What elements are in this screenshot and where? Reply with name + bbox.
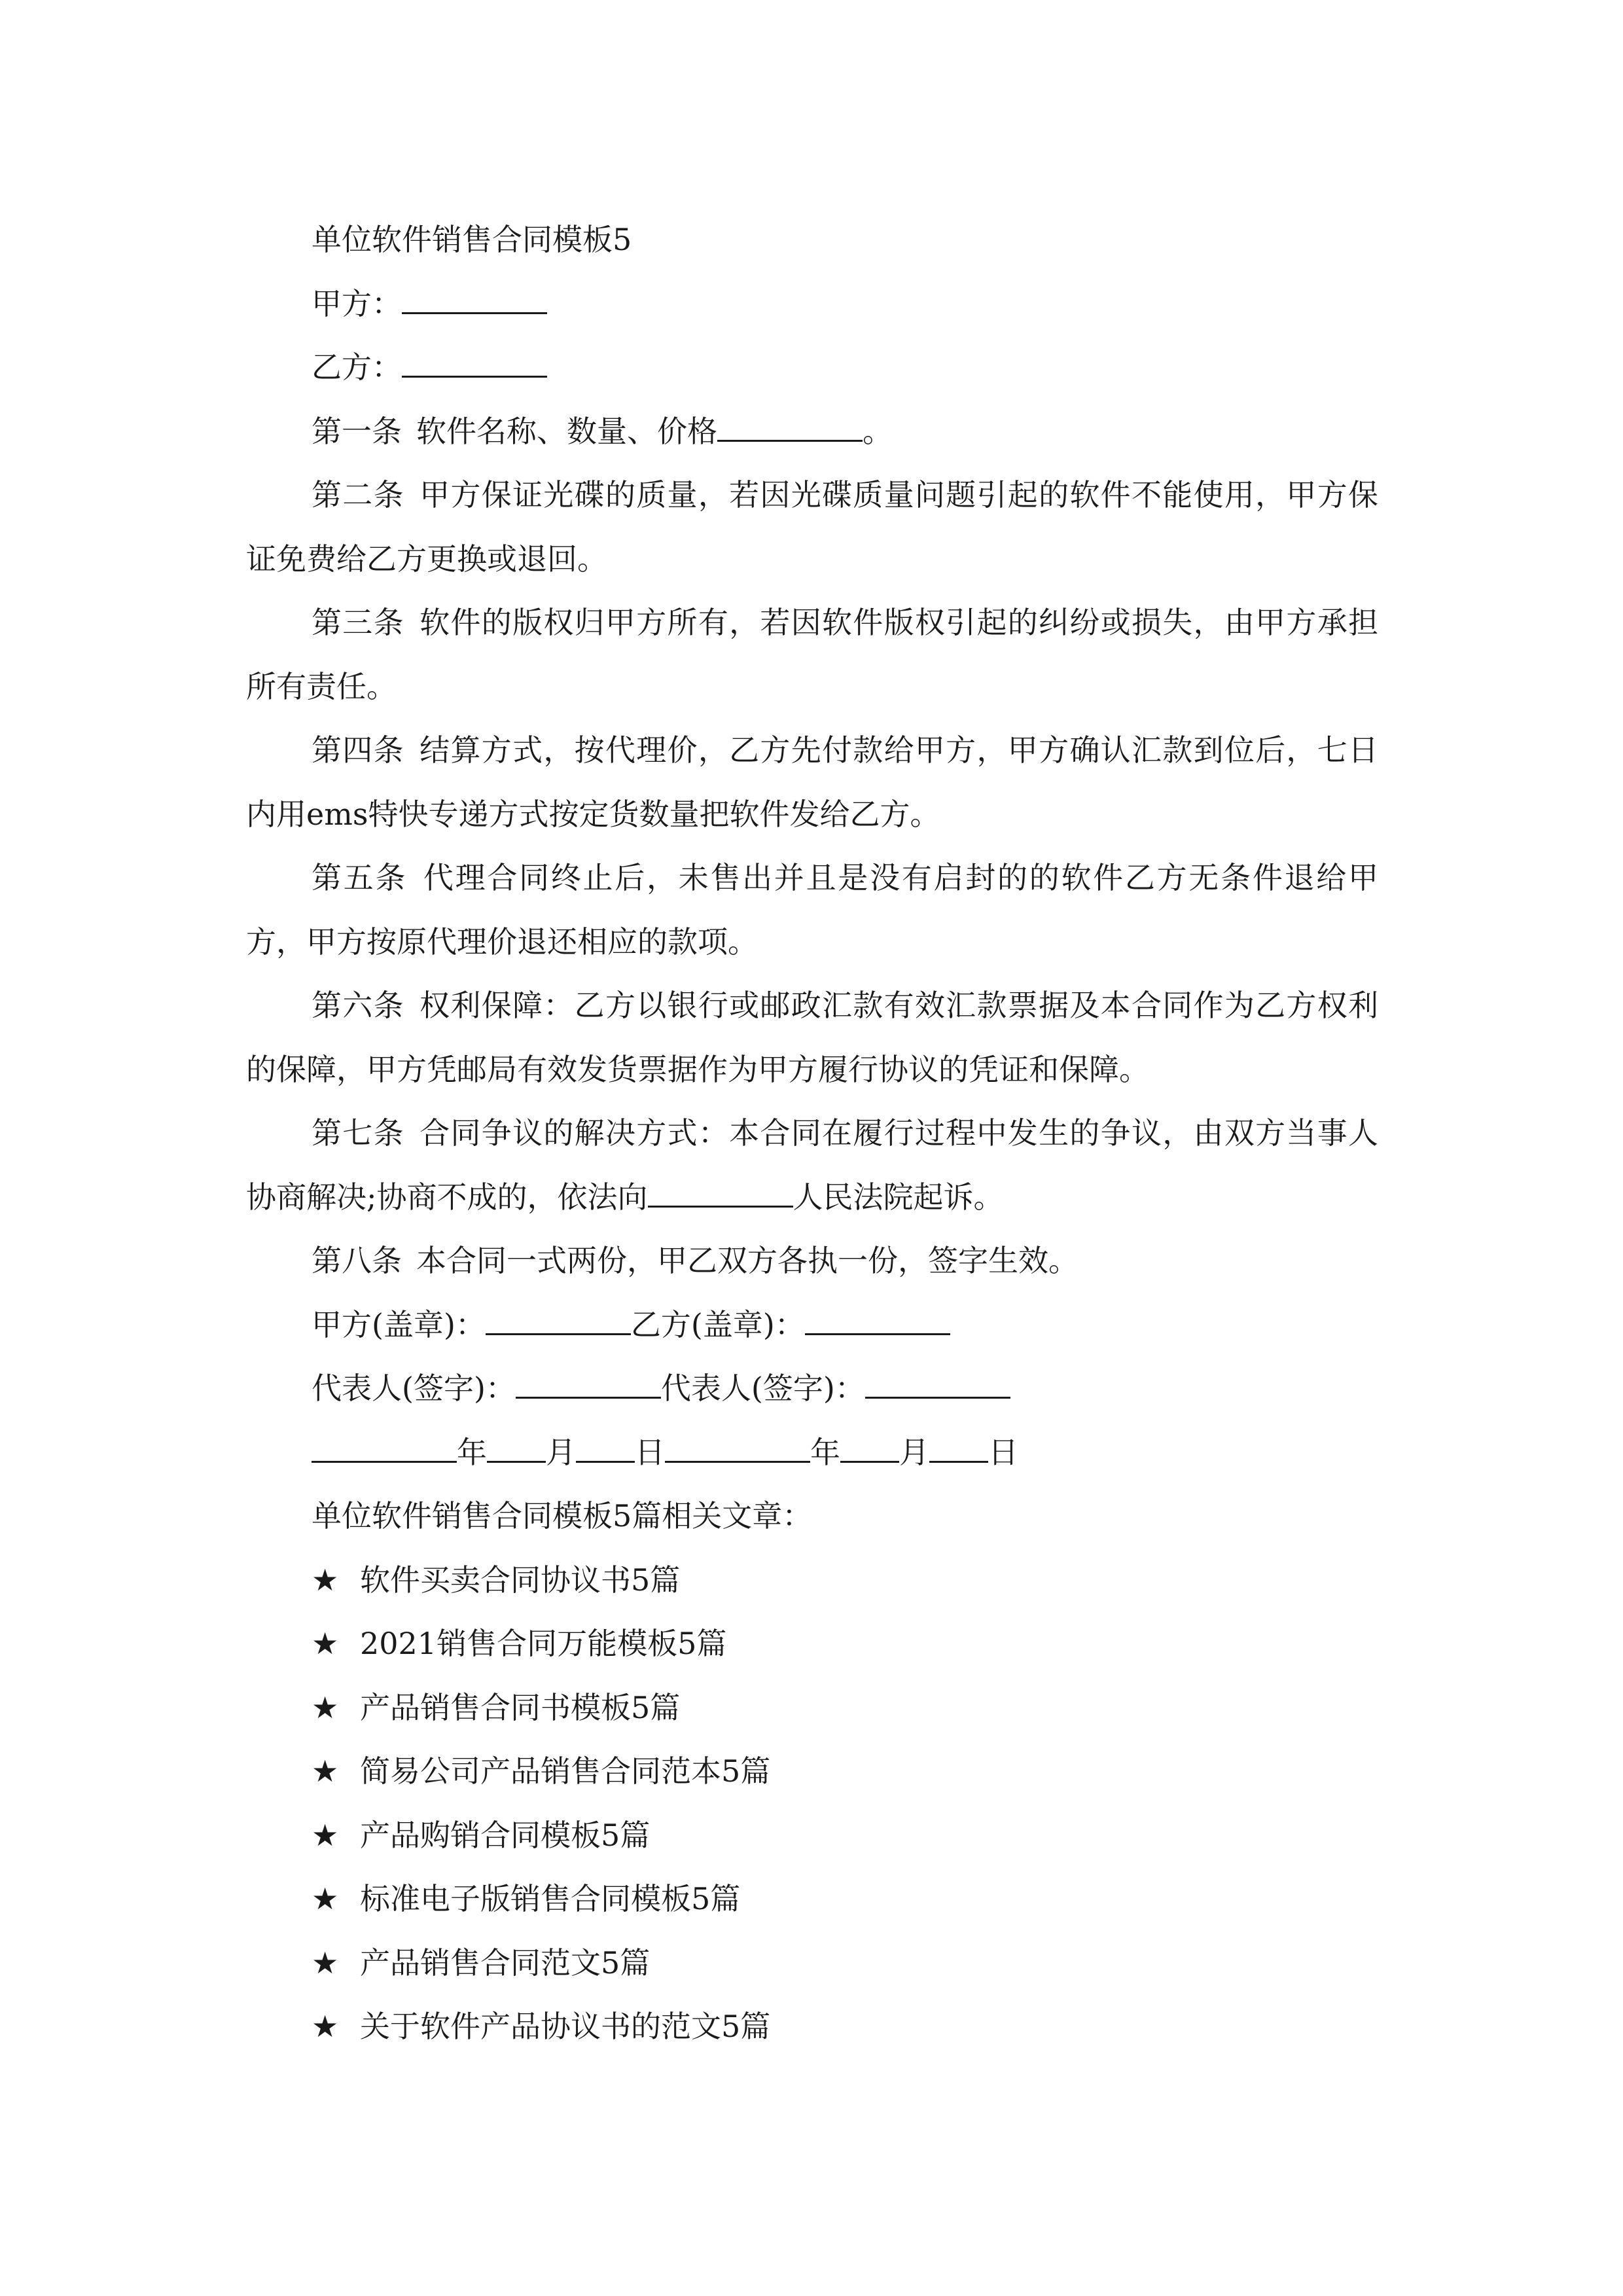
- clause-text: 结算方式，按代理价，乙方先付款给甲方，甲方确认汇款到位后，七日内用ems特快专递方式按定货数量把软件发给乙方。: [246, 732, 1379, 832]
- clause-number: 第三条: [312, 605, 404, 640]
- clause-number: 第二条: [312, 477, 404, 512]
- party-b-label: 乙方：: [312, 350, 402, 385]
- related-article-item[interactable]: [246, 1804, 1378, 1868]
- star-icon: ★: [312, 1562, 339, 1598]
- clause-text: 权利保障：乙方以银行或邮政汇款有效汇款票据及本合同作为乙方权利的保障，甲方凭邮局有效发货票据作为甲方履行协议的凭证和保障。: [246, 988, 1379, 1087]
- seal-line: [246, 1293, 1378, 1357]
- party-a-line: [246, 272, 1378, 336]
- seal-a-label: 甲方(盖章)：: [312, 1306, 486, 1342]
- representative-line: [246, 1357, 1378, 1421]
- clause-6: [246, 974, 1378, 1102]
- seal-b-blank: [805, 1307, 950, 1335]
- month-b-label: 月: [899, 1434, 929, 1470]
- related-article-item[interactable]: [246, 1549, 1378, 1613]
- month-a-label: 月: [546, 1434, 576, 1470]
- month-b-blank: [840, 1435, 899, 1463]
- month-a-blank: [487, 1435, 546, 1463]
- rep-a-blank: [516, 1371, 661, 1399]
- star-icon: ★: [312, 1817, 339, 1853]
- related-article-link[interactable]: 产品购销合同模板5篇: [360, 1817, 651, 1853]
- court-blank: [648, 1179, 793, 1208]
- related-article-link[interactable]: 软件买卖合同协议书5篇: [360, 1562, 681, 1598]
- document-page: [246, 208, 1378, 2059]
- clause-3: [246, 591, 1378, 719]
- clause-text: 合同争议的解决方式：本合同在履行过程中发生的争议，由双方当事人协商解决;协商不成的，依法向: [246, 1115, 1379, 1215]
- clause-text: 软件名称、数量、价格: [416, 413, 717, 449]
- related-article-item[interactable]: [246, 1676, 1378, 1740]
- price-blank: [717, 414, 863, 442]
- clause-text: 软件的版权归甲方所有，若因软件版权引起的纠纷或损失，由甲方承担所有责任。: [246, 605, 1379, 704]
- rep-b-blank: [865, 1371, 1010, 1399]
- rep-b-label: 代表人(签字)：: [660, 1371, 865, 1406]
- day-a-label: 日: [635, 1434, 665, 1470]
- clause-5: [246, 846, 1378, 974]
- seal-b-label: 乙方(盖章)：: [630, 1306, 805, 1342]
- clause-text: 代理合同终止后，未售出并且是没有启封的的软件乙方无条件退给甲方，甲方按原代理价退还相应的款项。: [246, 860, 1379, 960]
- star-icon: ★: [312, 1945, 339, 1981]
- related-article-item[interactable]: [246, 1740, 1378, 1804]
- related-article-link[interactable]: 简易公司产品销售合同范本5篇: [360, 1753, 771, 1789]
- clause-4: [246, 719, 1378, 846]
- seal-a-blank: [486, 1307, 631, 1335]
- related-articles-list: [246, 1549, 1378, 2059]
- rep-a-label: 代表人(签字)：: [312, 1371, 516, 1406]
- clause-number: 第四条: [312, 732, 404, 768]
- clause-2: [246, 463, 1378, 591]
- star-icon: ★: [312, 1881, 339, 1916]
- party-b-blank: [402, 350, 547, 378]
- related-article-link[interactable]: 关于软件产品协议书的范文5篇: [360, 2009, 771, 2044]
- related-article-link[interactable]: 2021销售合同万能模板5篇: [360, 1626, 727, 1661]
- related-article-item[interactable]: [246, 1867, 1378, 1931]
- star-icon: ★: [312, 1753, 339, 1789]
- star-icon: ★: [312, 2009, 339, 2044]
- related-article-link[interactable]: 产品销售合同书模板5篇: [360, 1689, 681, 1725]
- clause-number: 第六条: [312, 988, 404, 1023]
- related-article-item[interactable]: [246, 1931, 1378, 1996]
- clause-7: [246, 1102, 1378, 1229]
- star-icon: ★: [312, 1626, 339, 1661]
- party-a-label: 甲方：: [312, 285, 402, 321]
- day-a-blank: [576, 1435, 635, 1463]
- date-line: [246, 1421, 1378, 1485]
- party-b-line: [246, 336, 1378, 400]
- clause-text: 甲方保证光碟的质量，若因光碟质量问题引起的软件不能使用，甲方保证免费给乙方更换或退回。: [246, 477, 1379, 577]
- star-icon: ★: [312, 1689, 339, 1725]
- clause-number: 第八条: [312, 1243, 402, 1278]
- year-b-blank: [665, 1435, 810, 1463]
- party-a-blank: [402, 286, 547, 314]
- year-a-blank: [312, 1435, 457, 1463]
- clause-8: [246, 1229, 1378, 1293]
- clause-text: 本合同一式两份，甲乙双方各执一份，签字生效。: [416, 1243, 1079, 1278]
- related-article-link[interactable]: 产品销售合同范文5篇: [360, 1945, 651, 1981]
- clause-number: 第七条: [312, 1115, 404, 1151]
- year-b-label: 年: [810, 1434, 840, 1470]
- related-article-item[interactable]: [246, 1995, 1378, 2059]
- clause-number: 第一条: [312, 413, 402, 449]
- related-heading: 单位软件销售合同模板5篇相关文章：: [312, 1498, 813, 1534]
- day-b-blank: [929, 1435, 988, 1463]
- related-article-item[interactable]: [246, 1612, 1378, 1676]
- clause-text-end: 人民法院起诉。: [793, 1179, 1004, 1215]
- clause-text-end: 。: [863, 413, 893, 449]
- day-b-label: 日: [988, 1434, 1018, 1470]
- document-title: 单位软件销售合同模板5: [312, 222, 632, 257]
- year-a-label: 年: [457, 1434, 487, 1470]
- clause-number: 第五条: [312, 860, 408, 895]
- clause-1: [246, 400, 1378, 464]
- related-article-link[interactable]: 标准电子版销售合同模板5篇: [360, 1881, 741, 1916]
